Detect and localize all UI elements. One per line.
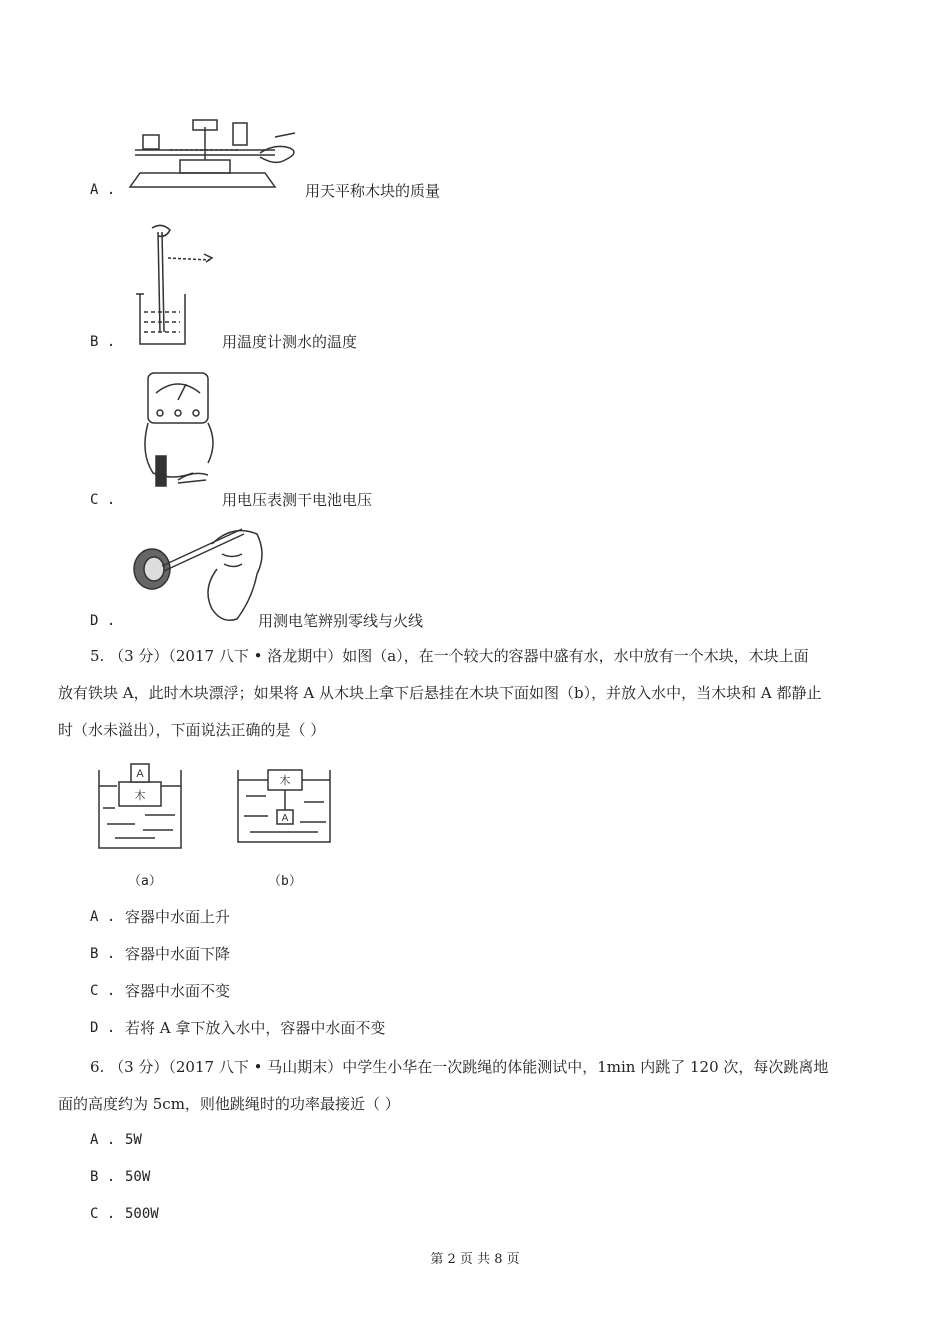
container-figure-a [95, 760, 185, 852]
container-figure-b [234, 766, 334, 846]
q6-option-a-letter: A . [90, 1132, 116, 1148]
q4-option-d-letter: D . [90, 613, 116, 629]
fig-a-caption: （a） [128, 874, 162, 889]
block-a-label-fig-b: A [281, 813, 289, 824]
q4-option-a-letter: A . [90, 182, 116, 198]
q6-stem-line2: 面的高度约为 5cm，则他跳绳时的功率最接近（ ） [58, 1095, 400, 1113]
block-a-label-fig-a: A [136, 768, 144, 780]
q5-stem-line1: 5. （3 分）（2017 八下 • 洛龙期中）如图（a），在一个较大的容器中盛有水，水中放有一个木块，木块上面 [90, 647, 809, 665]
q4-option-d-text: 用测电笔辨别零线与火线 [258, 612, 424, 630]
q6-option-b-text: 50W [125, 1169, 151, 1185]
test-pen-figure [132, 514, 272, 624]
q5-option-c-text: 容器中水面不变 [125, 982, 231, 1000]
q4-option-c-letter: C . [90, 492, 116, 508]
q4-option-b-text: 用温度计测水的温度 [222, 333, 358, 351]
q4-option-c-text: 用电压表测干电池电压 [222, 491, 373, 509]
fig-b-caption: （b） [268, 874, 302, 889]
q5-option-a-letter: A . [90, 909, 116, 925]
q6-stem-line1: 6. （3 分）（2017 八下 • 马山期末）中学生小华在一次跳绳的体能测试中，1min 内跳了 120 次，每次跳离地 [90, 1058, 829, 1076]
balance-figure [125, 115, 305, 195]
q4-option-b-letter: B . [90, 334, 116, 350]
q6-option-c-text: 500W [125, 1206, 159, 1222]
q5-option-d-letter: D . [90, 1020, 116, 1036]
q5-option-b-letter: B . [90, 946, 116, 962]
q5-option-c-letter: C . [90, 983, 116, 999]
q5-stem-line3: 时（水未溢出），下面说法正确的是（ ） [58, 721, 326, 739]
q5-option-a-text: 容器中水面上升 [125, 908, 231, 926]
page-footer: 第 2 页 共 8 页 [430, 1252, 520, 1267]
q5-option-d-text: 若将 A 拿下放入水中，容器中水面不变 [125, 1019, 386, 1037]
wood-label-fig-a: 木 [134, 789, 146, 802]
q5-stem-line2: 放有铁块 A，此时木块漂浮；如果将 A 从木块上拿下后悬挂在木块下面如图（b），并放入水中，当木块和 A 都静止 [58, 684, 822, 702]
wood-label-fig-b: 木 [279, 774, 291, 787]
q5-option-b-text: 容器中水面下降 [125, 945, 231, 963]
q6-option-c-letter: C . [90, 1206, 116, 1222]
q4-option-a-text: 用天平称木块的质量 [305, 182, 441, 200]
voltmeter-battery-figure [138, 368, 228, 493]
thermometer-beaker-figure [130, 222, 225, 350]
q6-option-b-letter: B . [90, 1169, 116, 1185]
q6-option-a-text: 5W [125, 1132, 142, 1148]
